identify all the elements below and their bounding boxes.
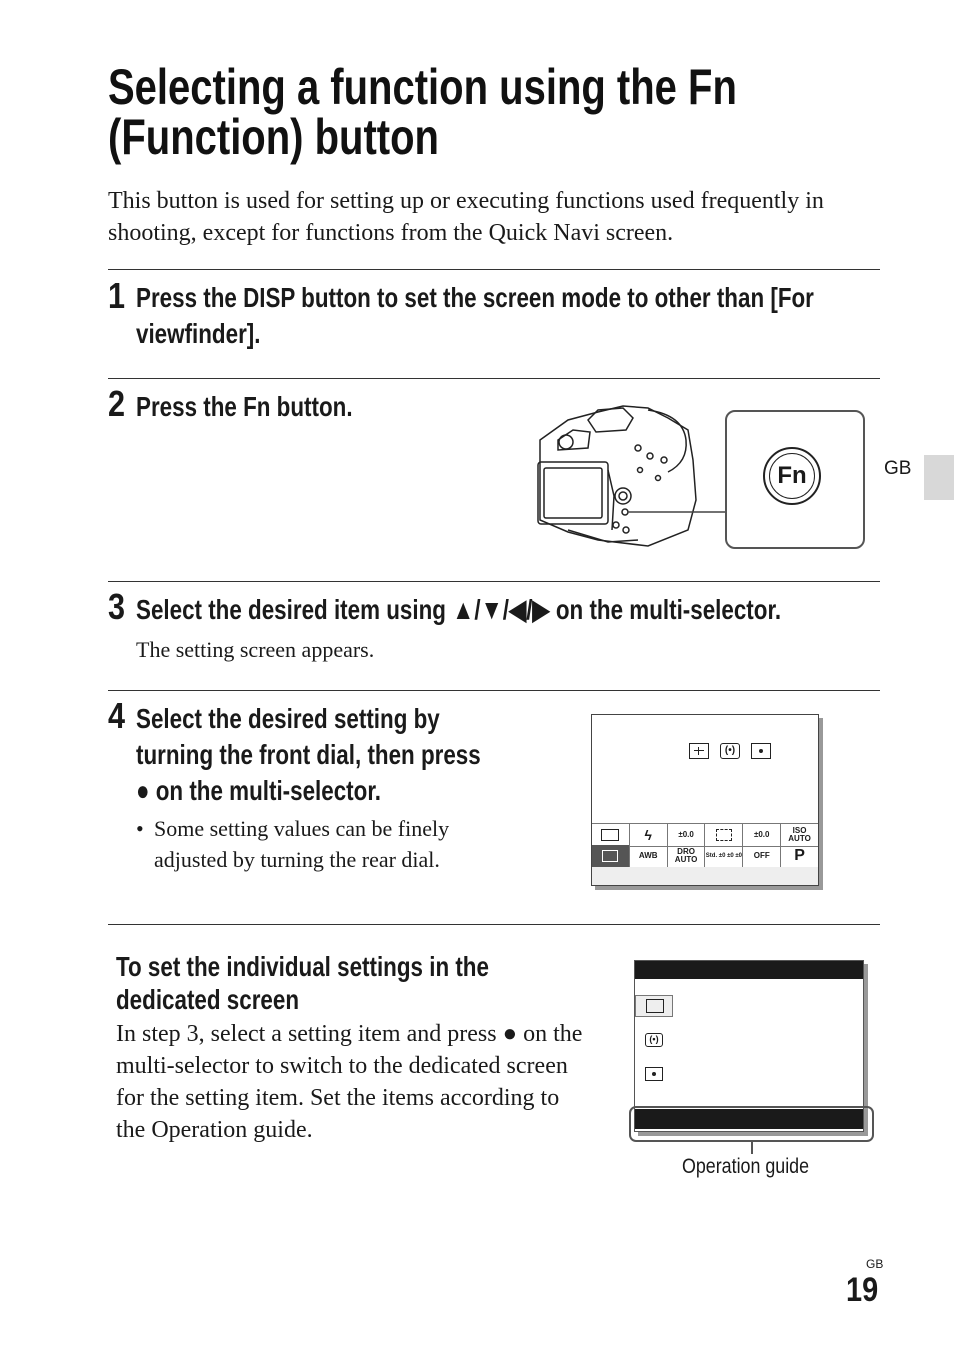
- focus-area-cell[interactable]: [705, 824, 743, 846]
- step-1-text: [136, 280, 814, 352]
- creative-style-value: Std. ±0 ±0 ±0: [705, 853, 743, 859]
- step-3-number: 3: [108, 586, 126, 627]
- page-footer-gb: GB: [866, 1257, 884, 1271]
- center-weighted-metering-icon[interactable]: (•): [645, 1033, 663, 1047]
- white-balance-value: AWB: [638, 851, 658, 860]
- setting-screen-footer: [592, 867, 818, 885]
- side-tab-label: GB: [884, 458, 912, 479]
- flash-icon: ϟ: [644, 827, 652, 843]
- step-4-note-line1: Some setting values can be finely: [154, 816, 450, 841]
- step-2-text: Press the Fn button.: [136, 391, 353, 422]
- metering-option-selected[interactable]: [635, 995, 673, 1017]
- setting-row-2: [592, 845, 818, 868]
- fn-button[interactable]: Fn: [769, 453, 815, 499]
- drive-mode-cell[interactable]: [592, 824, 630, 846]
- step-4-note-line2: adjusted by turning the rear dial.: [154, 847, 440, 872]
- exposure-comp-cell[interactable]: [743, 824, 781, 846]
- subsection-body: In step 3, select a setting item and press ● on the multi-selector to switch to the dedicated screen for the setting item. Set the items according to the Operation guide.: [116, 1021, 583, 1143]
- subsection-heading: [116, 950, 489, 1016]
- white-balance-cell[interactable]: [630, 845, 668, 867]
- setting-row-1: [592, 823, 818, 847]
- exposure-comp-value: ±0.0: [753, 830, 770, 839]
- subsection-heading-line1: To set the individual settings in the: [116, 951, 489, 982]
- creative-style-cell[interactable]: [705, 845, 743, 867]
- step-3-text: Select the desired item using ▲/▼/◀/▶ on the multi-selector.: [136, 594, 782, 625]
- divider: [108, 378, 880, 379]
- step-1-number: 1: [108, 275, 126, 316]
- camera-illustration: [528, 400, 728, 550]
- spot-metering-icon[interactable]: [645, 1067, 663, 1081]
- step-1-line2: viewfinder].: [136, 318, 261, 349]
- spot-metering-icon: [751, 743, 771, 759]
- focus-area-icon: [716, 829, 732, 841]
- divider: [108, 581, 880, 582]
- dedicated-screen-header: [635, 961, 863, 979]
- divider: [108, 924, 880, 925]
- step-4-number: 4: [108, 695, 126, 736]
- page-number: 19: [846, 1271, 879, 1309]
- shooting-mode-value: P: [794, 847, 805, 864]
- step-4-line1: Select the desired setting by: [136, 703, 440, 734]
- page-title-line2: (Function) button: [108, 109, 439, 165]
- step-4-note: [154, 813, 449, 875]
- step-2-number: 2: [108, 383, 126, 424]
- step-3-note: The setting screen appears.: [136, 637, 375, 662]
- flash-comp-cell[interactable]: [668, 824, 706, 846]
- dro-value: DRO AUTO: [674, 847, 698, 864]
- step-4-line2: turning the front dial, then press: [136, 739, 481, 770]
- drive-mode-icon: [601, 829, 619, 841]
- step-1-line1: Press the DISP button to set the screen mode to other than [For: [136, 282, 814, 313]
- divider: [108, 690, 880, 691]
- subsection-heading-line2: dedicated screen: [116, 984, 300, 1015]
- operation-guide-highlight: [629, 1106, 874, 1142]
- flash-comp-value: ±0.0: [678, 830, 694, 839]
- picture-effect-value: OFF: [753, 851, 770, 860]
- divider: [108, 269, 880, 270]
- step-4-line3: ● on the multi-selector.: [136, 775, 382, 806]
- page-title-line1: Selecting a function using the Fn: [108, 59, 737, 115]
- multi-segment-metering-icon: [689, 743, 709, 759]
- intro-paragraph: This button is used for setting up or executing functions used frequently in shooting, except for functions from the Quick Navi screen.: [108, 188, 824, 246]
- operation-guide-label: Operation guide: [682, 1155, 810, 1178]
- picture-effect-cell[interactable]: [743, 845, 781, 867]
- setting-screen: [591, 714, 819, 886]
- step-4-bullet: •: [136, 816, 144, 841]
- iso-cell[interactable]: [781, 824, 818, 846]
- side-tab: [924, 455, 954, 500]
- shooting-mode-cell[interactable]: [781, 845, 818, 867]
- operation-guide-leader-line: [751, 1140, 753, 1154]
- center-weighted-metering-icon: (•): [720, 743, 740, 759]
- iso-value: ISO AUTO: [788, 826, 811, 843]
- dro-cell[interactable]: [668, 845, 706, 867]
- page-title: [108, 59, 737, 165]
- step-4-text: [136, 701, 481, 809]
- flash-mode-cell[interactable]: [630, 824, 668, 846]
- metering-selected-icon: [602, 850, 618, 862]
- multi-segment-metering-icon: [646, 999, 664, 1013]
- metering-cell[interactable]: [592, 845, 630, 867]
